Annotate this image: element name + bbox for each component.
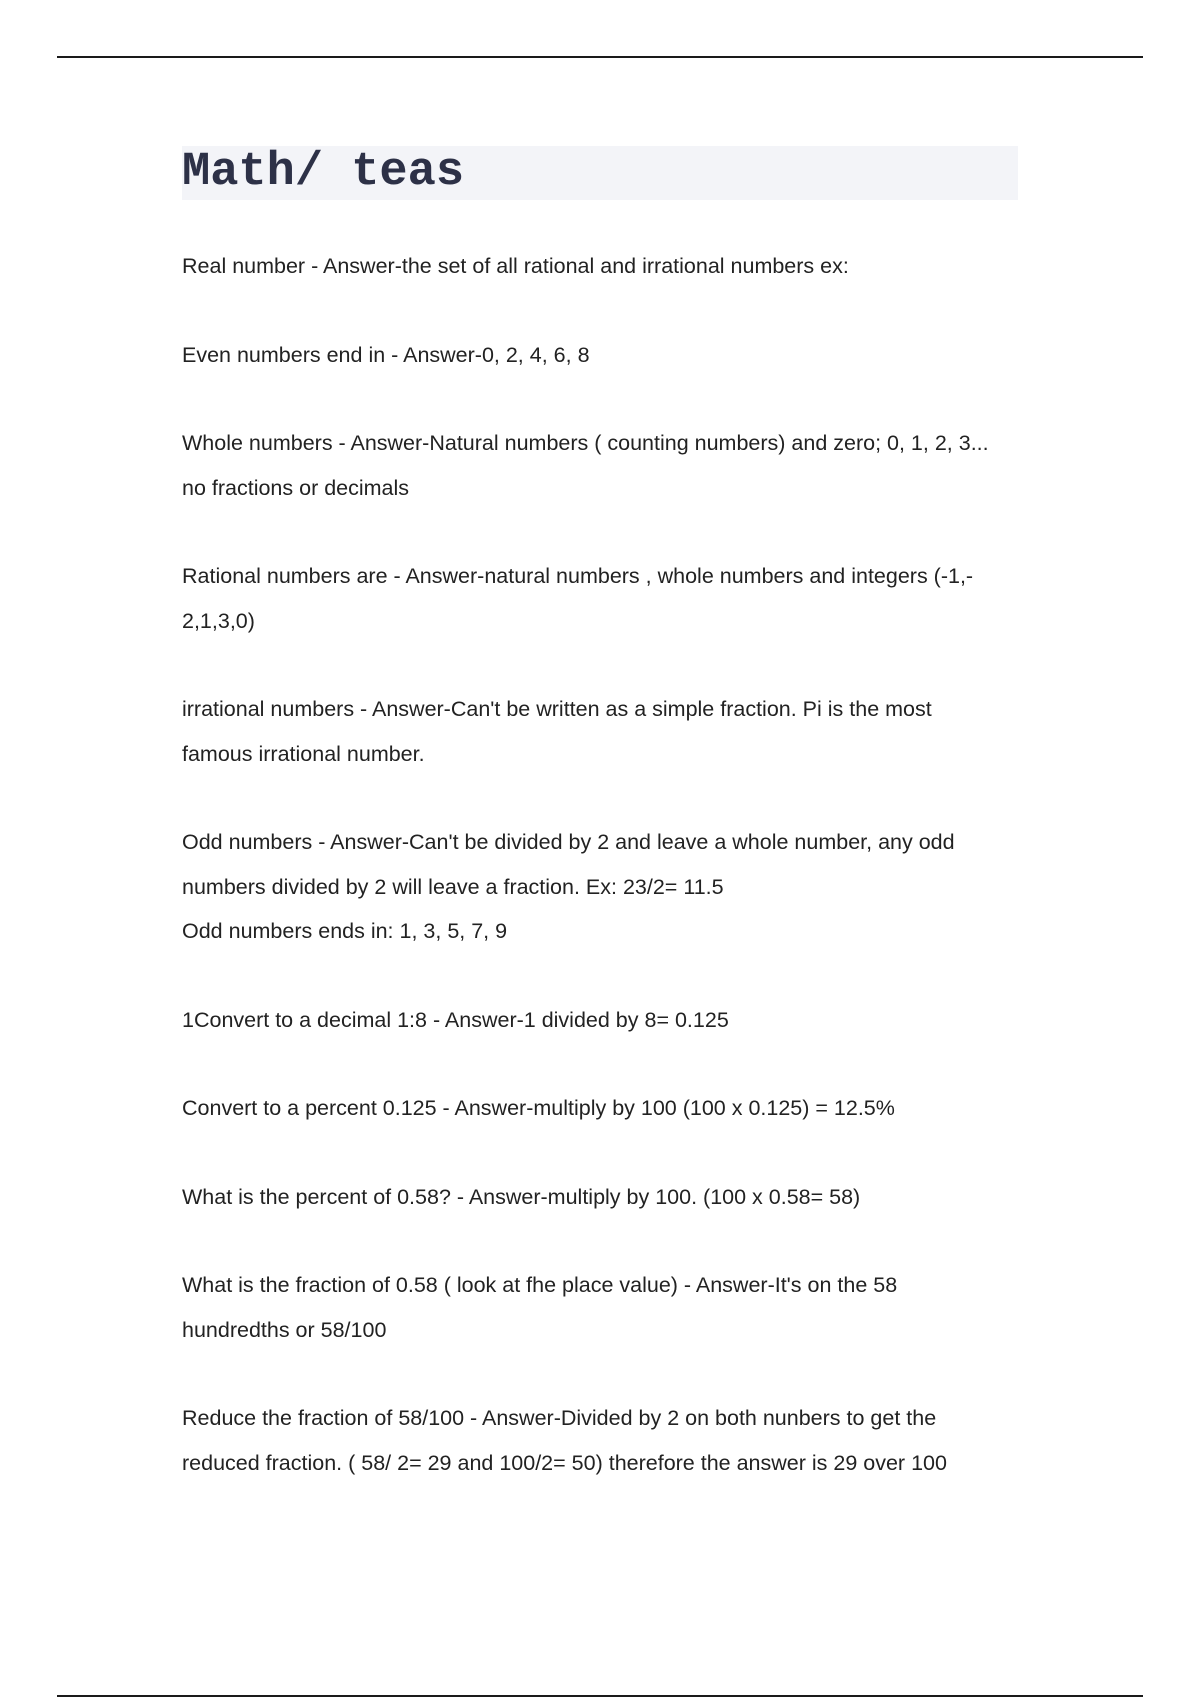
footer-rule [57,1695,1143,1697]
entry-text-line: no fractions or decimals [182,475,410,500]
entry-text-line: Whole numbers - Answer-Natural numbers ( counting numbers) and zero; 0, 1, 2, 3... [182,431,989,455]
entry-text-line: Real number - Answer-the set of all rational and irrational numbers ex: [182,254,849,278]
entry-text-line: Rational numbers are - Answer-natural numbers , whole numbers and integers (-1,- [182,564,974,588]
qa-entry [182,820,1020,954]
header-rule [57,56,1143,58]
qa-entry [182,1175,1020,1220]
entry-text-line: What is the fraction of 0.58 ( look at fhe place value) - Answer-It's on the 58 [182,1273,898,1297]
qa-entry [182,687,1020,776]
qa-entry [182,1263,1020,1352]
entry-text-line: Convert to a percent 0.125 - Answer-multiply by 100 (100 x 0.125) = 12.5% [182,1096,895,1120]
entry-text-line: numbers divided by 2 will leave a fraction. Ex: 23/2= 11.5 [182,874,724,899]
qa-entry [182,333,1020,378]
qa-entry [182,998,1020,1043]
entry-text-line: What is the percent of 0.58? - Answer-multiply by 100. (100 x 0.58= 58) [182,1184,861,1209]
entry-text-line: Odd numbers - Answer-Can't be divided by 2 and leave a whole number, any odd [182,830,955,854]
entry-text-line: Even numbers end in - Answer-0, 2, 4, 6, 8 [182,342,590,367]
qa-entry [182,1086,1020,1131]
entry-text-line: Odd numbers ends in: 1, 3, 5, 7, 9 [182,919,508,943]
entry-text-line: Reduce the fraction of 58/100 - Answer-Divided by 2 on both nunbers to get the [182,1406,937,1430]
qa-entry [182,554,1020,643]
qa-entry [182,1396,1020,1485]
entry-text-line: 2,1,3,0) [182,608,255,633]
entry-text-line: famous irrational number. [182,741,425,766]
qa-entry [182,421,1020,510]
entry-list [182,244,1020,1485]
entry-text-line: irrational numbers - Answer-Can't be written as a simple fraction. Pi is the most [182,697,932,721]
entry-text-line: hundredths or 58/100 [182,1317,387,1342]
entry-text-line: reduced fraction. ( 58/ 2= 29 and 100/2= 50) therefore the answer is 29 over 100 [182,1450,947,1475]
page-title: Math/ teas [182,146,465,199]
qa-entry [182,244,1020,289]
entry-text-line: 1Convert to a decimal 1:8 - Answer-1 divided by 8= 0.125 [182,1007,729,1032]
title-band [182,146,1018,200]
document-body [182,146,1020,1529]
